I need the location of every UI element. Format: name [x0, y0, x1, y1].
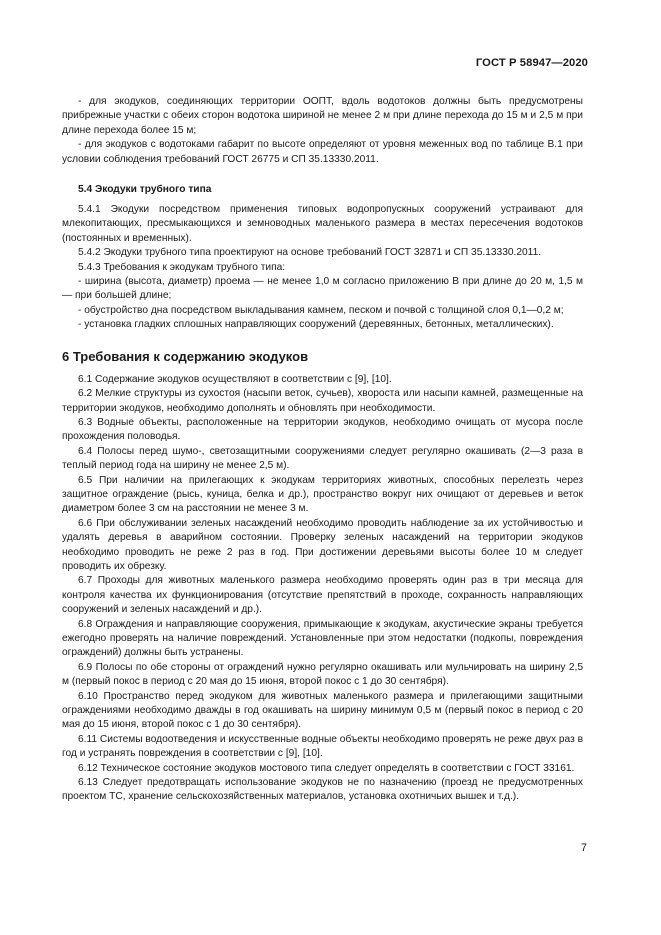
list-item: - обустройство дна посредством выкладывания камнем, песком и почвой с толщиной слоя 0,1—0,2 м;	[78, 304, 564, 316]
list-item: - для экодуков, соединяющих территории ООПТ, вдоль водотоков должны быть предусмотрены прибрежные участки с обеих сторон водотока шириной не менее 2 м при длине перехода до 15 м и 2,5 м при длине перехода более 15 м;	[62, 96, 583, 136]
paragraph: 6.4 Полосы перед шумо-, светозащитными сооружениями следует регулярно окашивать (2—3 раза в теплый период года на ширину не менее 2,5 м).	[62, 445, 583, 472]
paragraph: 6.10 Пространство перед экодуком для животных маленького размера и прилегающими защитными ограждениями необходимо дважды в год окашивать на ширину минимум 0,5 м (первый покос в период с 20 мая до 15 июня, второй покос с 1 до 30 сентября).	[62, 690, 583, 731]
list-item: - для экодуков с водотоками габарит по высоте определяют от уровня меженных вод по таблице В.1 при условии соблюдения требований ГОСТ 26775 и СП 35.13330.2011.	[62, 139, 583, 165]
page-content	[62, 95, 583, 805]
list-item: - установка гладких сплошных направляющих сооружений (деревянных, бетонных, металлических).	[78, 319, 554, 331]
paragraph: 6.12 Техническое состояние экодуков мостового типа следует определять в соответствии с ГОСТ 33161.	[78, 762, 575, 774]
standard-header: ГОСТ Р 58947—2020	[475, 57, 588, 69]
paragraph: 6.1 Содержание экодуков осуществляют в соответствии с [9], [10].	[78, 373, 392, 385]
paragraph: 5.4.1 Экодуки посредством применения типовых водопропускных сооружений устраивают для млекопитающих, пресмыкающихся и земноводных маленького размера в местах пересечения водотоков (постоянных и временных).	[62, 204, 583, 244]
paragraph: 6.2 Мелкие структуры из сухостоя (насыпи веток, сучьев), хвороста или насыпи камней, размещенные на территории экодуков, необходимо дополнять и обновлять при необходимости.	[62, 388, 583, 414]
paragraph: 6.5 При наличии на прилегающих к экодукам территориях животных, способных перелезть через защитное ограждение (рысь, куница, белка и др.), пространство вокруг них очищают от деревьев и веток диаметром более 3 см на расстоянии не менее 3 м.	[62, 474, 583, 515]
section-title: 6 Требования к содержанию экодуков	[62, 348, 309, 364]
list-item: - ширина (высота, диаметр) проема — не менее 1,0 м согласно приложению В при длине до 20 м, 1,5 м — при большей длине;	[62, 276, 583, 302]
paragraph: 6.6 При обслуживании зеленых насаждений необходимо проводить наблюдение за их устойчивостью и удалять деревья в аварийном состоянии. Проверку зеленых насаждений на территории экодуков необходимо проводить не реже 2 раз в год. При достижении деревьями высоты более 10 м следует проводить их обрезку.	[62, 517, 583, 572]
paragraph: 5.4.3 Требования к экодукам трубного типа:	[78, 261, 286, 273]
paragraph: 6.7 Проходы для животных маленького размера необходимо проверять один раз в три месяца для контроля качества их функционирования (отсутствие препятствий в проходе, сохранность направляющих сооружений и зеленых насаждений и др.).	[62, 575, 583, 616]
paragraph: 6.11 Системы водоотведения и искусственные водные объекты необходимо проверять не реже двух раз в год и устранять повреждения в соответствии с [9], [10].	[62, 733, 583, 760]
paragraph: 6.13 Следует предотвращать использование экодуков не по назначению (проезд не предусмотренных проектом ТС, хранение сельскохозяйственных материалов, установка охотничьих вышек и т.д.).	[62, 777, 583, 803]
paragraph: 6.9 Полосы по обе стороны от ограждений нужно регулярно окашивать или мульчировать на ширину 2,5 м (первый покос в период с 20 мая до 15 июня, второй покос с 1 до 30 сентября).	[62, 661, 583, 688]
subsection-title: 5.4 Экодуки трубного типа	[78, 184, 212, 196]
page-number: 7	[580, 842, 587, 854]
paragraph: 5.4.2 Экодуки трубного типа проектируют на основе требований ГОСТ 32871 и СП 35.13330.2011.	[78, 247, 542, 259]
paragraph: 6.3 Водные объекты, расположенные на территории экодуков, необходимо очищать от мусора после прохождения половодья.	[62, 416, 583, 443]
paragraph: 6.8 Ограждения и направляющие сооружения, примыкающие к экодукам, акустические экраны требуется ежегодно проверять на наличие повреждений. Установленные при этом недостатки (подкопы, повреждения ограждений) должны быть устранены.	[62, 618, 583, 659]
